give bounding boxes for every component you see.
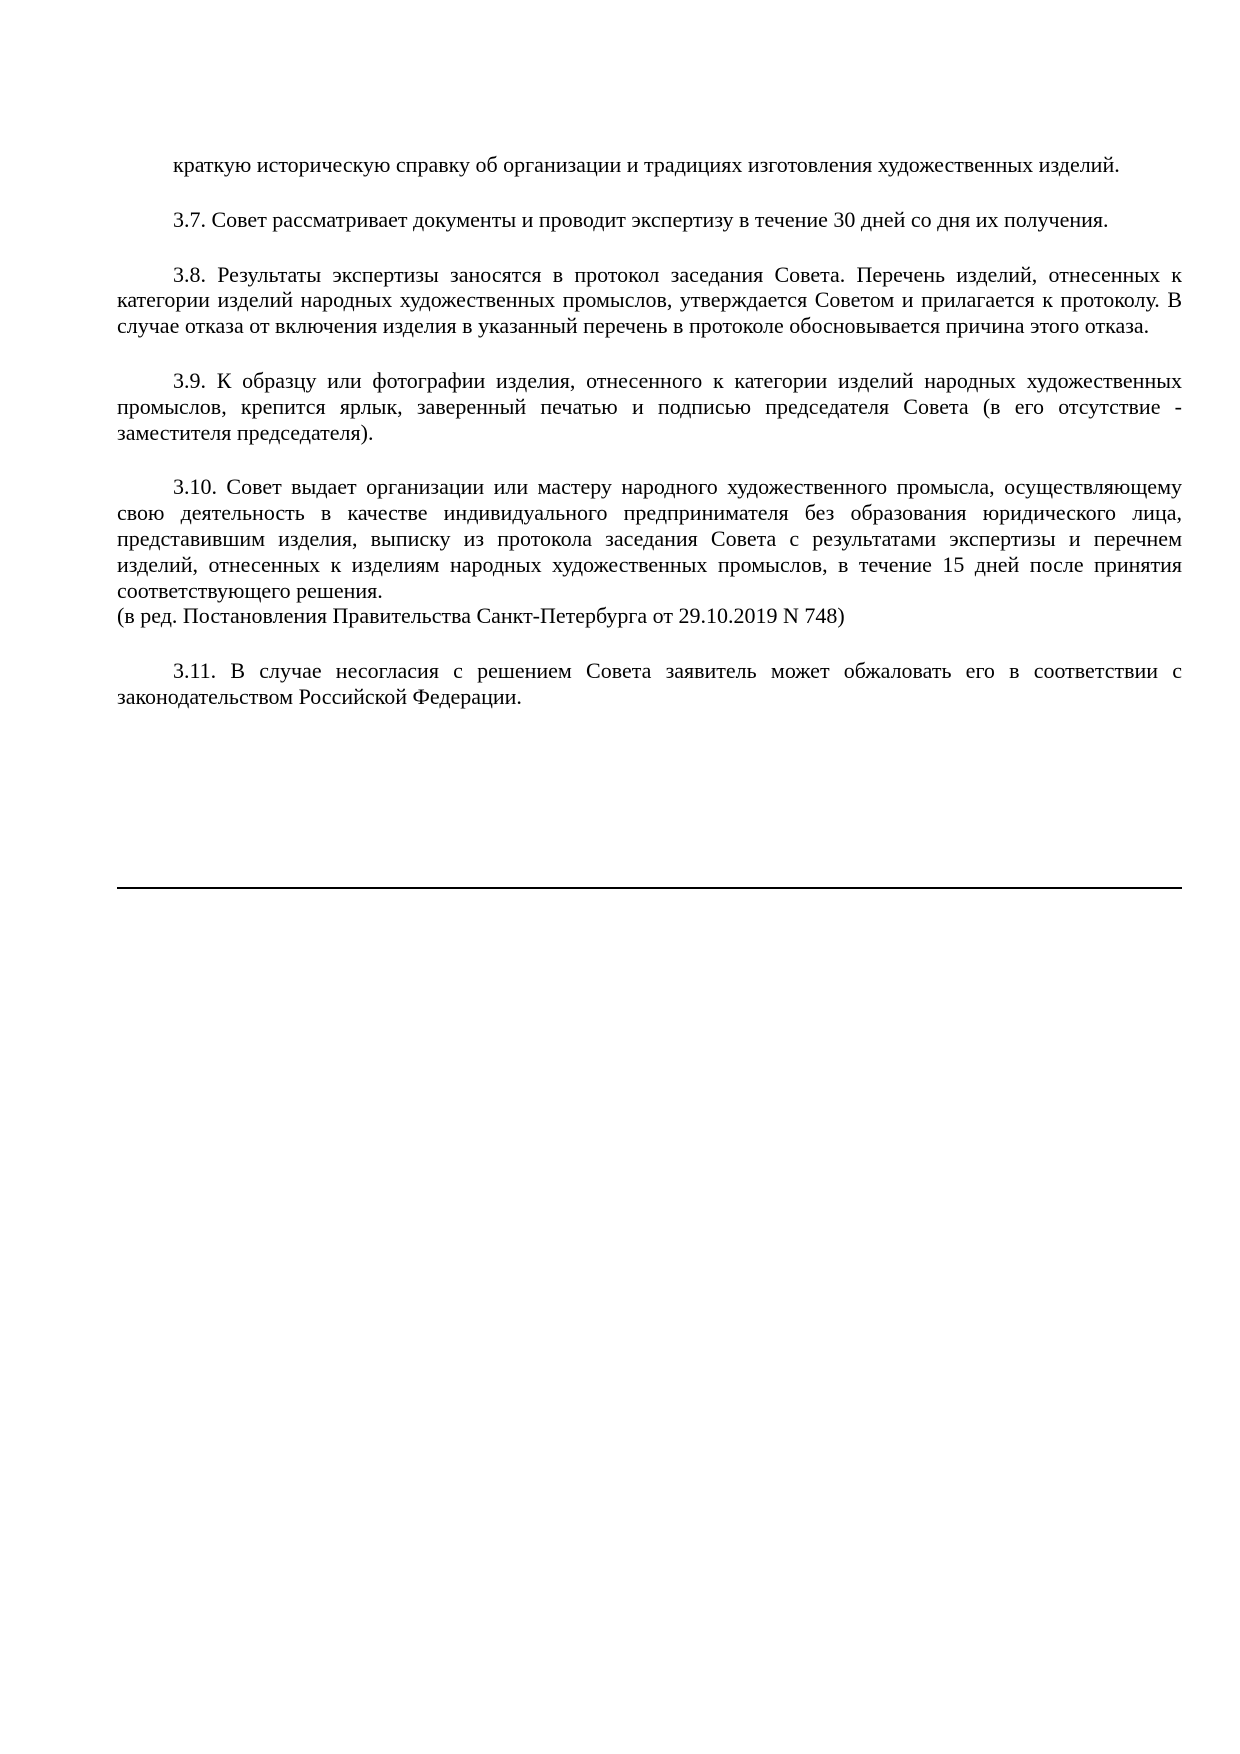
paragraph-historical-note: краткую историческую справку об организации и традициях изготовления художественных изделий. <box>173 152 1120 177</box>
paragraph-3-11: 3.11. В случае несогласия с решением Совета заявитель может обжаловать его в соответствии с законодательством Российской Федерации. <box>117 658 1182 709</box>
end-of-document-rule <box>117 887 1182 889</box>
paragraph-3-8: 3.8. Результаты экспертизы заносятся в протокол заседания Совета. Перечень изделий, отнесенных к категории изделий народных художественных промыслов, утверждается Советом и прилагается к протоколу. В случае отказа от включения изделия в указанный перечень в протоколе обосновывается причина этого отказа. <box>117 261 1182 339</box>
document-body <box>117 152 1182 739</box>
amendment-note: (в ред. Постановления Правительства Санкт-Петербурга от 29.10.2019 N 748) <box>117 603 845 629</box>
paragraph-3-10: 3.10. Совет выдает организации или мастеру народного художественного промысла, осуществляющему свою деятельность в качестве индивидуального предпринимателя без образования юридического лица, представившим изделия, выписку из протокола заседания Совета с результатами экспертизы и перечнем изделий, отнесенных к изделиям народных художественных промыслов, в течение 15 дней после принятия соответствующего решения. <box>117 474 1182 603</box>
paragraph-3-9: 3.9. К образцу или фотографии изделия, отнесенного к категории изделий народных художественных промыслов, крепится ярлык, заверенный печатью и подписью председателя Совета (в его отсутствие - заместителя председателя). <box>117 367 1182 445</box>
paragraph-3-7: 3.7. Совет рассматривает документы и проводит экспертизу в течение 30 дней со дня их получения. <box>173 206 1109 232</box>
